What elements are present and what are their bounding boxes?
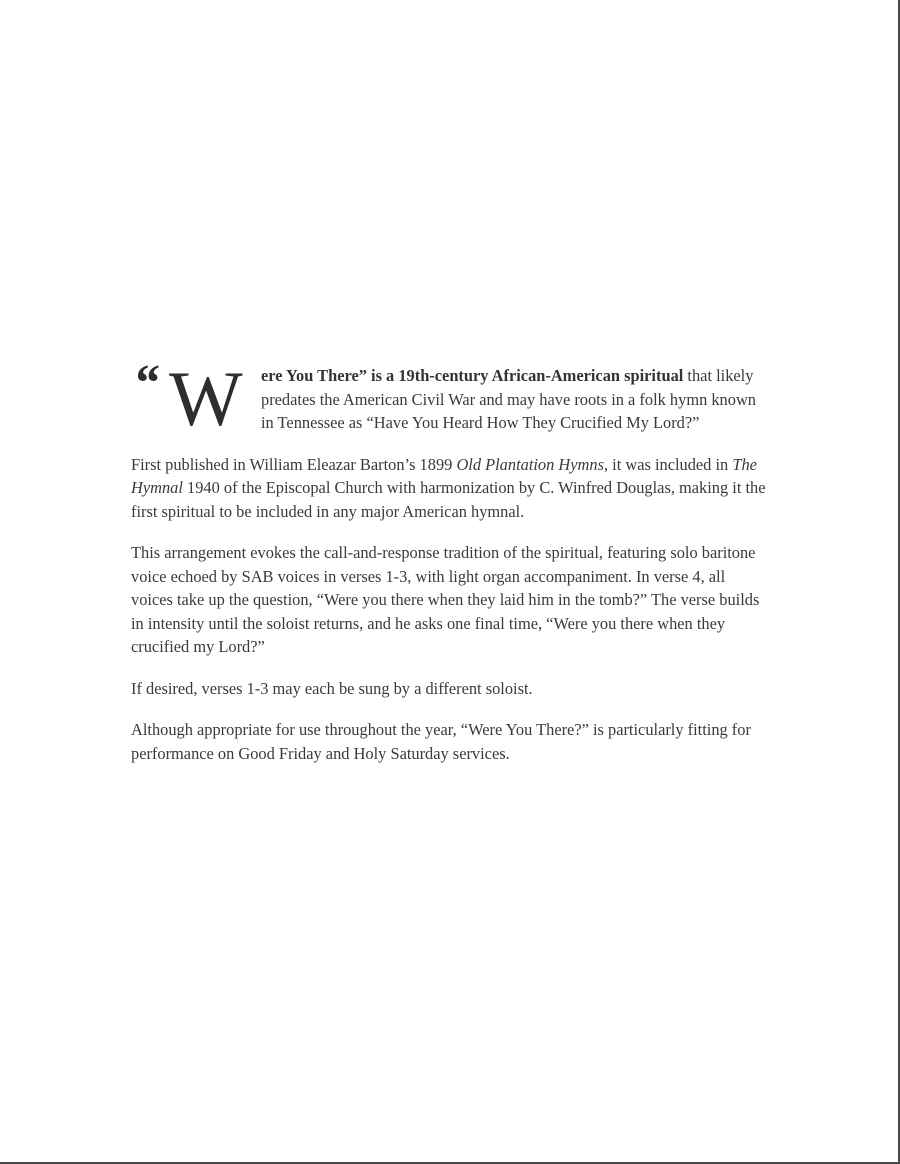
publication-paragraph xyxy=(131,453,771,524)
publication-text-3: 1940 of the Episcopal Church with harmonization by C. Winfred Douglas, making it the first spiritual to be included in any major American hymnal. xyxy=(131,478,766,521)
soloist-paragraph: If desired, verses 1-3 may each be sung by a different soloist. xyxy=(131,678,533,698)
publication-text-2: , it was included in xyxy=(603,454,733,474)
arrangement-paragraph: This arrangement evokes the call-and-response tradition of the spiritual, featuring solo baritone voice echoed by SAB voices in verses 1-3, with light organ accompaniment. In verse 4, all voices take up the question, “Were you there when they laid him in the tomb?” The verse builds in intensity until the soloist returns, and he asks one final time, “Were you there when they crucified my Lord?” xyxy=(131,543,760,656)
usage-paragraph: Although appropriate for use throughout the year, “Were You There?” is particularly fitting for performance on Good Friday and Holy Saturday services. xyxy=(131,720,751,763)
dropcap xyxy=(131,355,253,442)
program-note xyxy=(131,355,771,783)
dropcap-open-quote: “ xyxy=(133,355,159,412)
intro-text: that likely predates the American Civil War and may have roots in a folk hymn known in Tennessee as “Have You Heard How They Crucified My Lord?” xyxy=(261,366,756,432)
publication-title-the-hymnal: The Hymnal xyxy=(131,454,757,497)
publication-text-1: First published in William Eleazar Barton’s 1899 xyxy=(131,454,457,474)
publication-title-old-plantation-hymns: Old Plantation Hymns xyxy=(456,454,604,474)
intro-lead-bold: ere You There” is a 19th-century African-American spiritual xyxy=(261,366,684,385)
dropcap-letter: W xyxy=(169,355,243,442)
intro-paragraph xyxy=(131,355,771,442)
